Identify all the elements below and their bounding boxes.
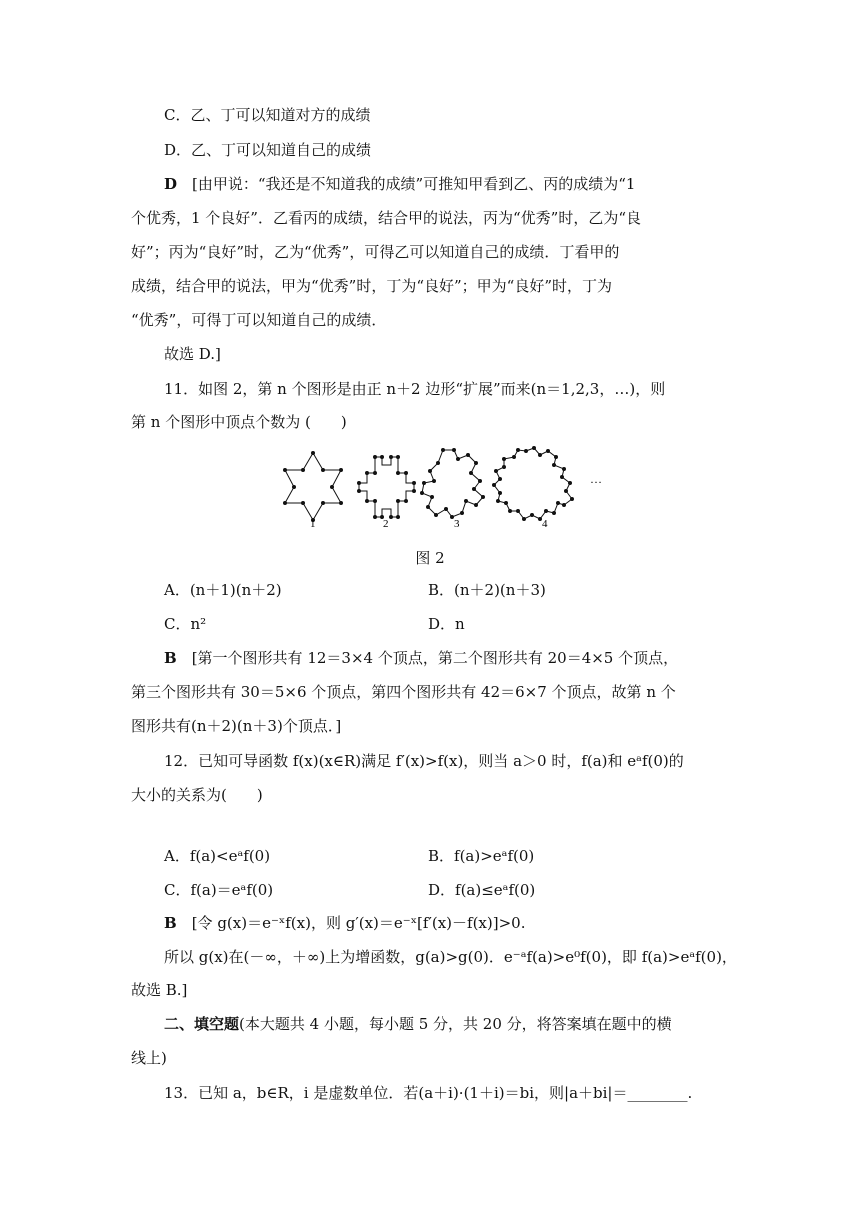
q12-explanation-line: 故选 B.] [131,981,188,999]
q11-explanation-line: [第一个图形共有 12＝3×4 个顶点，第二个图形共有 20＝4×5 个顶点， [191,649,679,667]
q10-explanation-line: 个优秀，1 个良好”．乙看丙的成绩，结合甲的说法，丙为“优秀”时，乙为“良 [131,209,641,227]
q10-explanation-line: 好”；丙为“良好”时，乙为“优秀”，可得乙可以知道自己的成绩．丁看甲的 [131,243,620,261]
figure-label-4: 4 [542,518,548,530]
q10-explanation-line: 成绩，结合甲的说法，甲为“优秀”时，丁为“良好”；甲为“良好”时，丁为 [131,277,613,295]
q12-answer-line-1 [164,913,525,933]
q11-option-c: C．n² [164,615,207,633]
q10-option-c: C．乙、丁可以知道对方的成绩 [164,106,371,124]
section-description: (本大题共 4 小题，每小题 5 分，共 20 分，将答案填在题中的横 [239,1015,672,1033]
figure-ellipsis: … [590,472,602,486]
figure-label-1: 1 [310,518,316,530]
figure-label-2: 2 [383,518,389,530]
q12-answer-letter: B [164,914,177,932]
q11-stem-line: 第 n 个图形中顶点个数为 ( ) [131,413,347,431]
q11-option-d: D．n [428,615,465,633]
figure-caption: 图 2 [415,549,445,567]
q11-answer-line-1 [164,648,678,668]
section-title: 二、填空题 [164,1015,240,1033]
figure-1-vertices [283,451,343,522]
q12-stem-line: 12．已知可导函数 f(x)(x∈R)满足 f′(x)>f(x)，则当 a＞0 时，f(a)和 eᵃf(0)的 [164,752,684,770]
q11-figure [278,445,608,545]
q11-explanation-line: 第三个图形共有 30＝5×6 个顶点，第四个图形共有 42＝6×7 个顶点，故第 n 个 [131,683,676,701]
q12-option-b: B．f(a)>eᵃf(0) [428,847,535,865]
q10-explanation-line: “优秀”，可得丁可以知道自己的成绩． [131,311,387,329]
q13-stem: 13．已知 a，b∈R，i 是虚数单位．若(a＋i)·(1＋i)＝bi，则|a＋bi|＝________. [164,1084,693,1102]
q10-answer-letter: D [164,175,178,193]
figure-2-shape [359,457,414,517]
q11-answer-letter: B [164,649,177,667]
q12-answer-text: [令 g(x)＝e⁻ˣf(x)，则 g′(x)＝e⁻ˣ[f′(x)－f(x)]>0. [191,914,526,932]
q12-option-c: C．f(a)＝eᵃf(0) [164,881,274,899]
q10-explanation-line: [由甲说：“我还是不知道我的成绩”可推知甲看到乙、丙的成绩为“1 [192,175,636,193]
section-heading [164,1014,672,1034]
figure-4-vertices [492,446,574,521]
q10-option-d: D．乙、丁可以知道自己的成绩 [164,141,372,159]
q11-option-a: A．(n＋1)(n＋2) [164,581,282,599]
q11-stem-line: 11．如图 2，第 n 个图形是由正 n＋2 边形“扩展”而来(n＝1,2,3，…)，则 [164,380,666,398]
q12-explanation-line: 所以 g(x)在(－∞，＋∞)上为增函数，g(a)>g(0)．e⁻ᵃf(a)>e⁰f(0)，即 f(a)>eᵃf(0)， [164,948,737,966]
q12-option-a: A．f(a)<eᵃf(0) [164,847,271,865]
q10-explanation-line: 故选 D.] [164,345,221,363]
q12-stem-line: 大小的关系为( ) [131,786,263,804]
q10-answer-line-1 [164,174,635,194]
q11-option-b: B．(n＋2)(n＋3) [428,581,546,599]
figure-3-shape [422,450,483,517]
q12-option-d: D．f(a)≤eᵃf(0) [428,881,536,899]
q11-explanation-line: 图形共有(n＋2)(n＋3)个顶点．] [131,717,342,735]
section-description-cont: 线上) [131,1049,167,1067]
figure-label-3: 3 [454,518,460,530]
